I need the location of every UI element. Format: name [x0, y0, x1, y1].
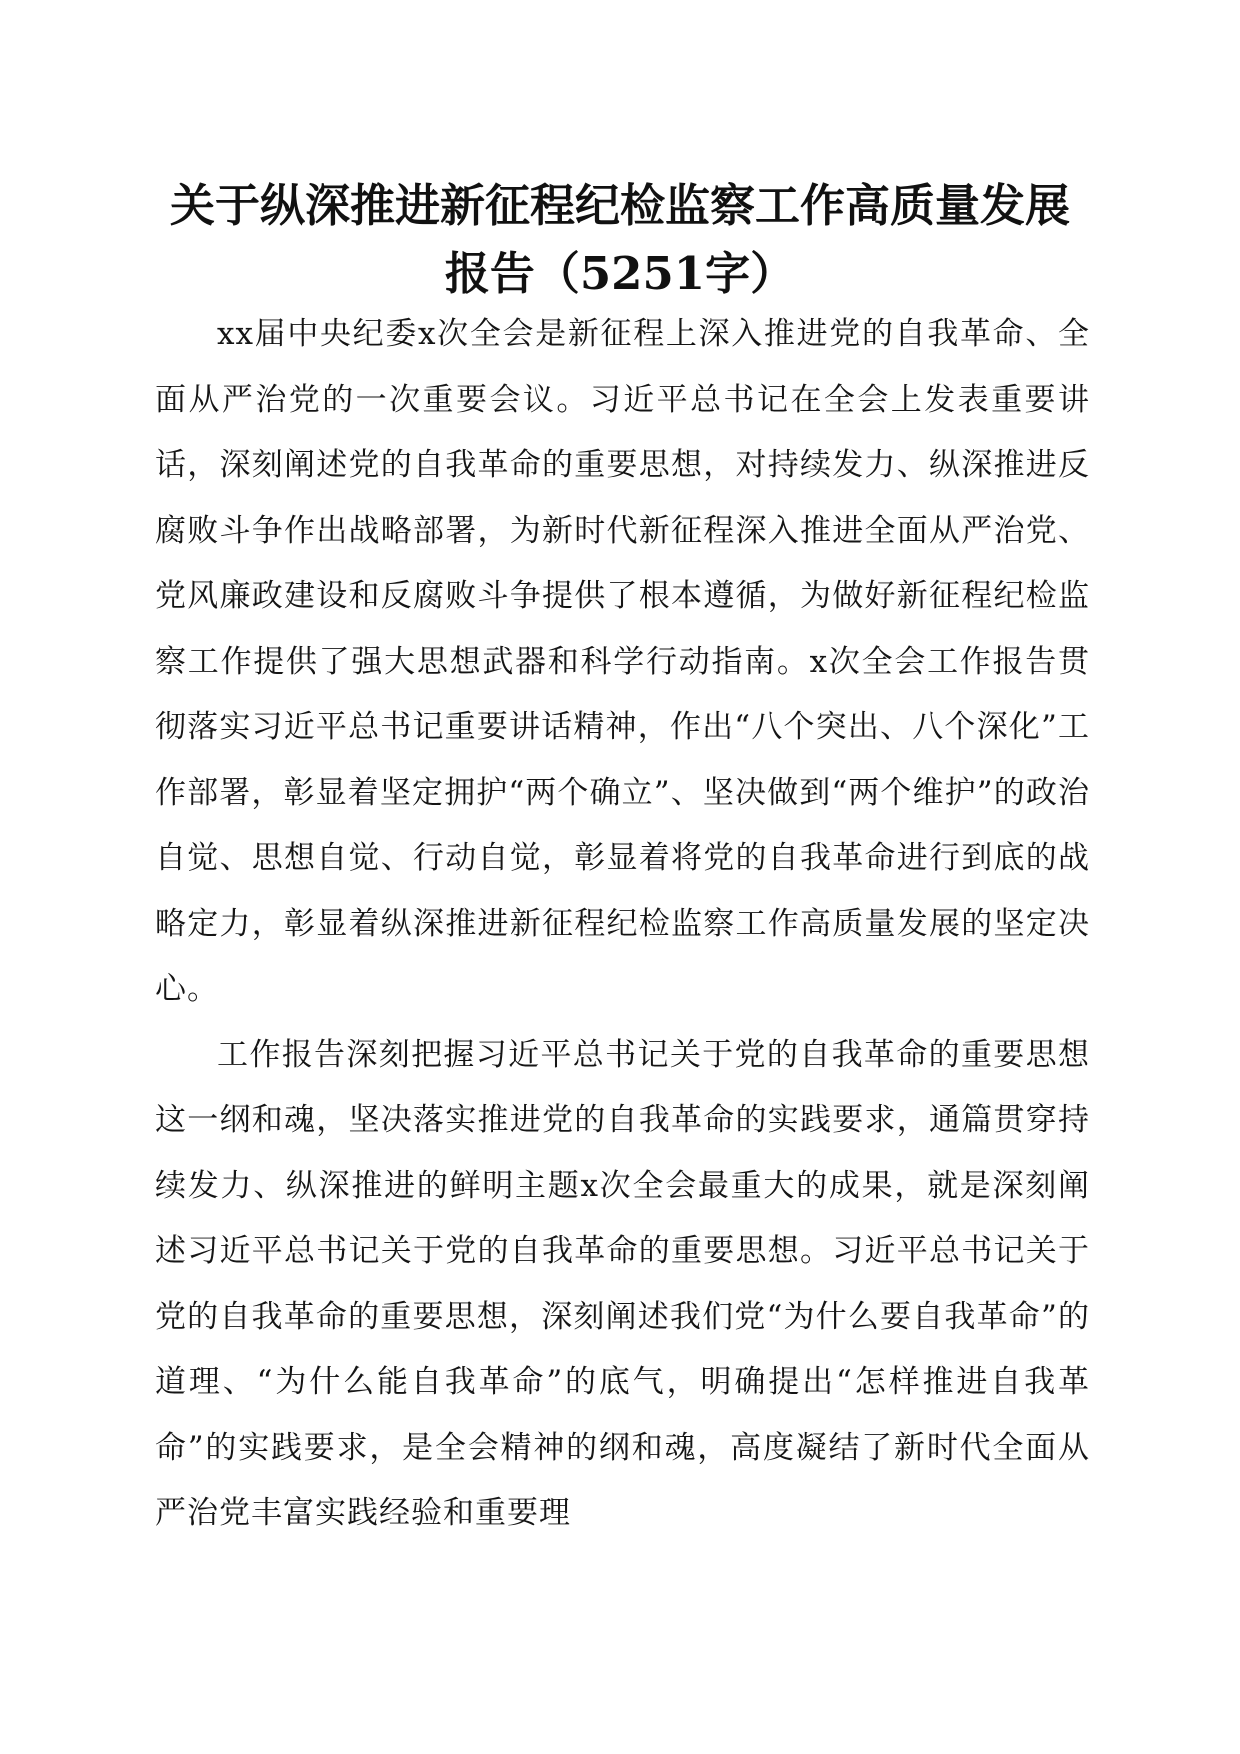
document-title [130, 172, 1110, 308]
document-body [155, 302, 1090, 1547]
title-line-1: 关于纵深推进新征程纪检监察工作高质量发展 [169, 179, 1070, 232]
paragraph-1: xx届中央纪委x次全会是新征程上深入推进党的自我革命、全面从严治党的一次重要会议。习近平总书记在全会上发表重要讲话，深刻阐述党的自我革命的重要思想，对持续发力、纵深推进反腐败斗争作出战略部署，为新时代新征程深入推进全面从严治党、党风廉政建设和反腐败斗争提供了根本遵循，为做好新征程纪检监察工作提供了强大思想武器和科学行动指南。x次全会工作报告贯彻落实习近平总书记重要讲话精神，作出“八个突出、八个深化”工作部署，彰显着坚定拥护“两个确立”、坚决做到“两个维护”的政治自觉、思想自觉、行动自觉，彰显着将党的自我革命进行到底的战略定力，彰显着纵深推进新征程纪检监察工作高质量发展的坚定决心。 [155, 316, 1090, 1007]
title-line-2: 报告（5251字） [444, 247, 796, 300]
paragraph-2: 工作报告深刻把握习近平总书记关于党的自我革命的重要思想这一纲和魂，坚决落实推进党的自我革命的实践要求，通篇贯穿持续发力、纵深推进的鲜明主题x次全会最重大的成果，就是深刻阐述习近平总书记关于党的自我革命的重要思想。习近平总书记关于党的自我革命的重要思想，深刻阐述我们党“为什么要自我革命”的道理、“为什么能自我革命”的底气，明确提出“怎样推进自我革命”的实践要求，是全会精神的纲和魂，高度凝结了新时代全面从严治党丰富实践经验和重要理 [155, 1036, 1090, 1531]
